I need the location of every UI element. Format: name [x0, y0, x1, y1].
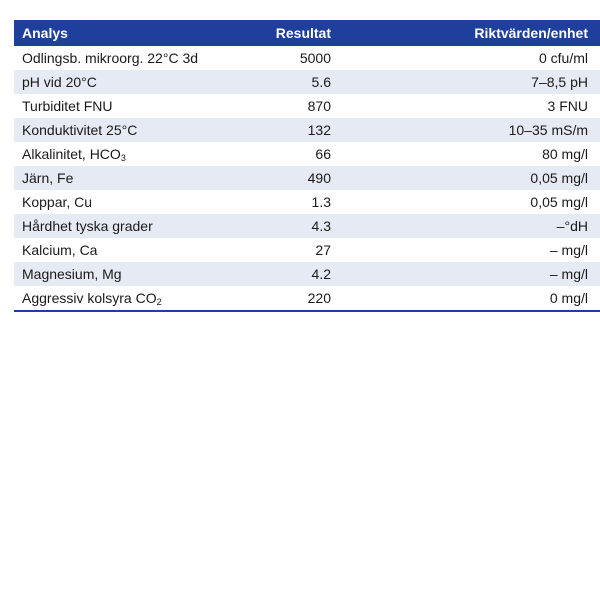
analysis-name	[14, 142, 251, 166]
result-value: 1.3	[311, 194, 331, 210]
analysis-name	[14, 166, 251, 190]
result-value: 220	[307, 290, 331, 306]
analysis-label: Konduktivitet 25°C	[22, 122, 138, 138]
analysis-name	[14, 214, 251, 238]
reference-value: 3 FNU	[547, 98, 588, 114]
analysis-label: Hårdhet tyska grader	[22, 218, 153, 234]
table-header	[14, 20, 600, 46]
header-result: Resultat	[275, 25, 331, 41]
reference-value: 0 mg/l	[549, 290, 588, 306]
result-value: 5000	[299, 50, 331, 66]
result-value: 4.2	[311, 266, 331, 282]
table-row	[14, 190, 600, 214]
reference-value: 0,05 mg/l	[530, 170, 588, 186]
analysis-label: Kalcium, Ca	[22, 242, 98, 258]
result-value: 490	[307, 170, 331, 186]
table-row	[14, 118, 600, 142]
reference-value: –°dH	[556, 218, 588, 234]
analysis-name	[14, 70, 251, 94]
table-row	[14, 262, 600, 286]
analysis-label: pH vid 20°C	[22, 74, 97, 90]
result-value: 870	[307, 98, 331, 114]
analysis-label: Turbiditet FNU	[22, 98, 113, 114]
reference-value: 0,05 mg/l	[530, 194, 588, 210]
analysis-label: Järn, Fe	[22, 170, 74, 186]
analysis-name	[14, 118, 251, 142]
analysis-subscript: 3	[120, 153, 126, 163]
result-value: 27	[315, 242, 331, 258]
table-row	[14, 70, 600, 94]
analysis-name	[14, 190, 251, 214]
analysis-name	[14, 286, 251, 311]
reference-value: – mg/l	[549, 266, 588, 282]
analysis-label: Alkalinitet, HCO	[22, 146, 121, 162]
reference-value: 80 mg/l	[542, 146, 588, 162]
analysis-subscript: 2	[156, 297, 162, 307]
header-row	[14, 20, 600, 46]
reference-value: – mg/l	[549, 242, 588, 258]
header-analysis: Analys	[22, 25, 68, 41]
table-body	[14, 46, 600, 311]
analysis-label: Magnesium, Mg	[22, 266, 122, 282]
analysis-name	[14, 46, 251, 70]
result-value: 5.6	[311, 74, 331, 90]
header-reference: Riktvärden/enhet	[474, 25, 588, 41]
analysis-name	[14, 238, 251, 262]
result-value: 4.3	[311, 218, 331, 234]
reference-value: 0 cfu/ml	[538, 50, 588, 66]
analysis-label: Odlingsb. mikroorg. 22°C 3d	[22, 50, 199, 66]
analysis-name	[14, 262, 251, 286]
analysis-name	[14, 94, 251, 118]
table-row	[14, 166, 600, 190]
table-row	[14, 286, 600, 311]
reference-value: 10–35 mS/m	[508, 122, 588, 138]
table-row	[14, 46, 600, 70]
result-value: 66	[315, 146, 331, 162]
table-row	[14, 238, 600, 262]
result-value: 132	[307, 122, 331, 138]
table-row	[14, 94, 600, 118]
analysis-label: Koppar, Cu	[22, 194, 93, 210]
table-row	[14, 214, 600, 238]
analysis-label: Aggressiv kolsyra CO	[22, 290, 157, 306]
water-analysis-table	[14, 20, 600, 312]
table-row	[14, 142, 600, 166]
reference-value: 7–8,5 pH	[531, 74, 588, 90]
